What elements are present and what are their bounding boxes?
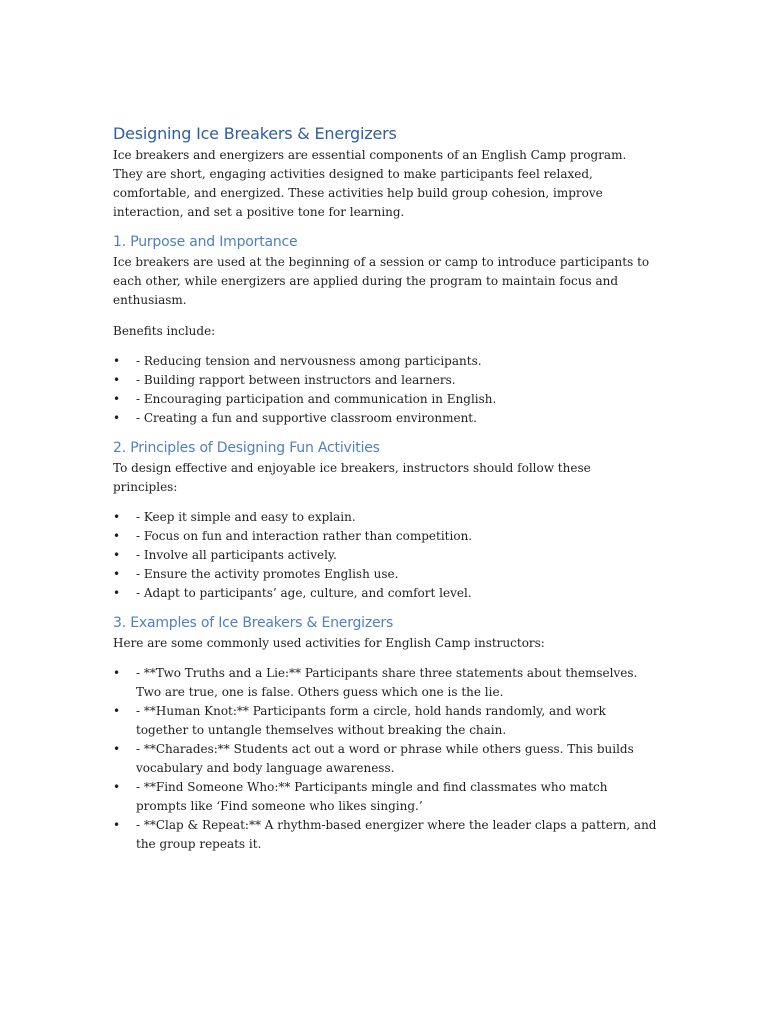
list-item <box>113 740 658 778</box>
section-heading-purpose: 1. Purpose and Importance <box>113 234 298 250</box>
list-item-text: - Focus on fun and interaction rather than competition. <box>136 529 473 543</box>
list-item <box>113 390 658 409</box>
list-item <box>113 352 658 371</box>
document-page <box>113 122 658 854</box>
list-item-text: - Keep it simple and easy to explain. <box>136 510 356 524</box>
section-heading-examples: 3. Examples of Ice Breakers & Energizers <box>113 615 394 631</box>
section-paragraph: Here are some commonly used activities for English Camp instructors: <box>113 636 545 650</box>
list-item-text: - Creating a fun and supportive classroom environment. <box>136 411 477 425</box>
list-item-text: - **Clap & Repeat:** A rhythm-based energizer where the leader claps a pattern, and the group repeats it. <box>136 818 657 851</box>
list-item <box>113 816 658 854</box>
list-item-text: - Adapt to participants’ age, culture, and comfort level. <box>136 586 472 600</box>
bullet-icon: • <box>113 529 121 543</box>
bullet-list-examples <box>113 664 658 854</box>
bullet-icon: • <box>113 373 121 387</box>
list-item-text: - Reducing tension and nervousness among participants. <box>136 354 482 368</box>
list-item <box>113 584 658 603</box>
section-heading-principles: 2. Principles of Designing Fun Activities <box>113 440 380 456</box>
bullet-icon: • <box>113 704 121 718</box>
list-item-text: - **Human Knot:** Participants form a circle, hold hands randomly, and work together to untangle themselves without breaking the chain. <box>136 704 606 737</box>
bullet-icon: • <box>113 666 121 680</box>
bullet-icon: • <box>113 411 121 425</box>
list-item <box>113 371 658 390</box>
list-item-text: - Ensure the activity promotes English use. <box>136 567 399 581</box>
list-item <box>113 527 658 546</box>
list-item <box>113 778 658 816</box>
list-item <box>113 508 658 527</box>
bullet-icon: • <box>113 780 121 794</box>
bullet-icon: • <box>113 818 121 832</box>
bullet-icon: • <box>113 392 121 406</box>
list-item <box>113 702 658 740</box>
document-title: Designing Ice Breakers & Energizers <box>113 124 397 143</box>
list-item <box>113 664 658 702</box>
list-item <box>113 565 658 584</box>
list-item <box>113 546 658 565</box>
list-item-text: - Encouraging participation and communication in English. <box>136 392 497 406</box>
bullet-icon: • <box>113 510 121 524</box>
list-item-text: - **Charades:** Students act out a word or phrase while others guess. This builds vocabulary and body language awareness. <box>136 742 634 775</box>
list-item <box>113 409 658 428</box>
list-item-text: - Building rapport between instructors and learners. <box>136 373 456 387</box>
bullet-icon: • <box>113 567 121 581</box>
list-item-text: - **Find Someone Who:** Participants mingle and find classmates who match prompts like ‘Find someone who likes singing.’ <box>136 780 608 813</box>
list-item-text: - Involve all participants actively. <box>136 548 337 562</box>
bullet-icon: • <box>113 548 121 562</box>
bullet-icon: • <box>113 586 121 600</box>
bullet-list-principles <box>113 508 658 603</box>
bullet-list-benefits <box>113 352 658 428</box>
bullet-icon: • <box>113 354 121 368</box>
bullet-icon: • <box>113 742 121 756</box>
section-paragraph: Ice breakers are used at the beginning of a session or camp to introduce participants to each other, while energizers are applied during the program to maintain focus and enthusiasm. <box>113 255 650 307</box>
list-item-text: - **Two Truths and a Lie:** Participants share three statements about themselves. Two are true, one is false. Others guess which one is the lie. <box>136 666 638 699</box>
intro-paragraph: Ice breakers and energizers are essential components of an English Camp program. They are short, engaging activities designed to make participants feel relaxed, comfortable, and energized. These activities help build group cohesion, improve interaction, and set a positive tone for learning. <box>113 148 627 219</box>
section-paragraph: To design effective and enjoyable ice breakers, instructors should follow these principles: <box>113 461 591 494</box>
section-paragraph: Benefits include: <box>113 324 216 338</box>
